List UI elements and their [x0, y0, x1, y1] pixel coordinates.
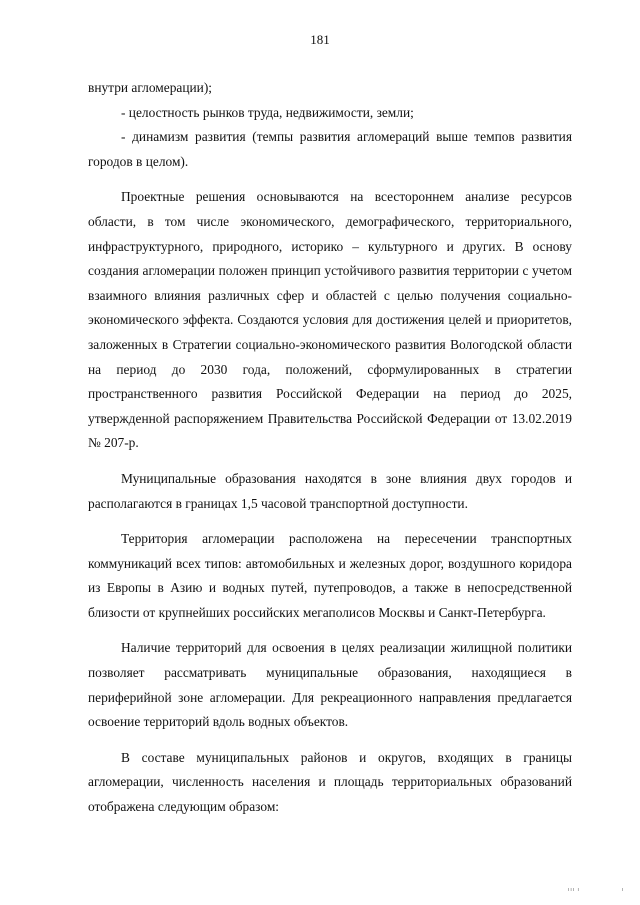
paragraph-municipalities: Муниципальные образования находятся в зоне влияния двух городов и располагаются в границах 1,5 часовой транспортной доступности.	[88, 470, 572, 511]
paragraph-continuation: внутри агломерации);	[88, 80, 213, 95]
page-number: 181	[310, 32, 330, 47]
list-item-development-dynamism: - динамизм развития (темпы развития агломераций выше темпов развития городов в целом).	[88, 129, 572, 169]
paragraph-districts-composition: В составе муниципальных районов и округов, входящих в границы агломерации, численность населения и площадь территориальных образований отображена следующим образом:	[88, 749, 572, 815]
document-body	[88, 76, 572, 820]
paragraph-design-decisions: Проектные решения основываются на всестороннем анализе ресурсов области, в том числе экономического, демографического, территориального, инфраструктурного, природного, историко – культурного и других. В основу создания агломерации положен принцип устойчивого развития территории с учетом взаимного влияния различных сфер и областей с целью получения социально-экономического эффекта. Создаются условия для достижения целей и приоритетов, заложенных в Стратегии социально-экономического развития Вологодской области на период до 2030 года, положений, сформулированных в стратегии пространственного развития Российской Федерации на период до 2025, утвержденной распоряжением Правительства Российской Федерации от 13.02.2019 № 207-р.	[88, 189, 572, 451]
footer-mark-left: ııı ı	[568, 887, 580, 893]
paragraph-territory: Территория агломерации расположена на пересечении транспортных коммуникаций всех типов: автомобильных и железных дорог, воздушного коридора из Европы в Азию и водных путей, путепроводов, а также в непосредственной близости от крупнейших российских мегаполисов Москвы и Санкт-Петербурга.	[88, 531, 572, 620]
paragraph-housing-policy: Наличие территорий для освоения в целях реализации жилищной политики позволяет рассматривать муниципальные образования, находящиеся в периферийной зоне агломерации. Для рекреационного направления предлагается освоение территорий вдоль водных объектов.	[88, 640, 572, 730]
footer-mark-right: ı	[622, 887, 625, 893]
list-item-labor-markets: - целостность рынков труда, недвижимости, земли;	[121, 104, 414, 120]
